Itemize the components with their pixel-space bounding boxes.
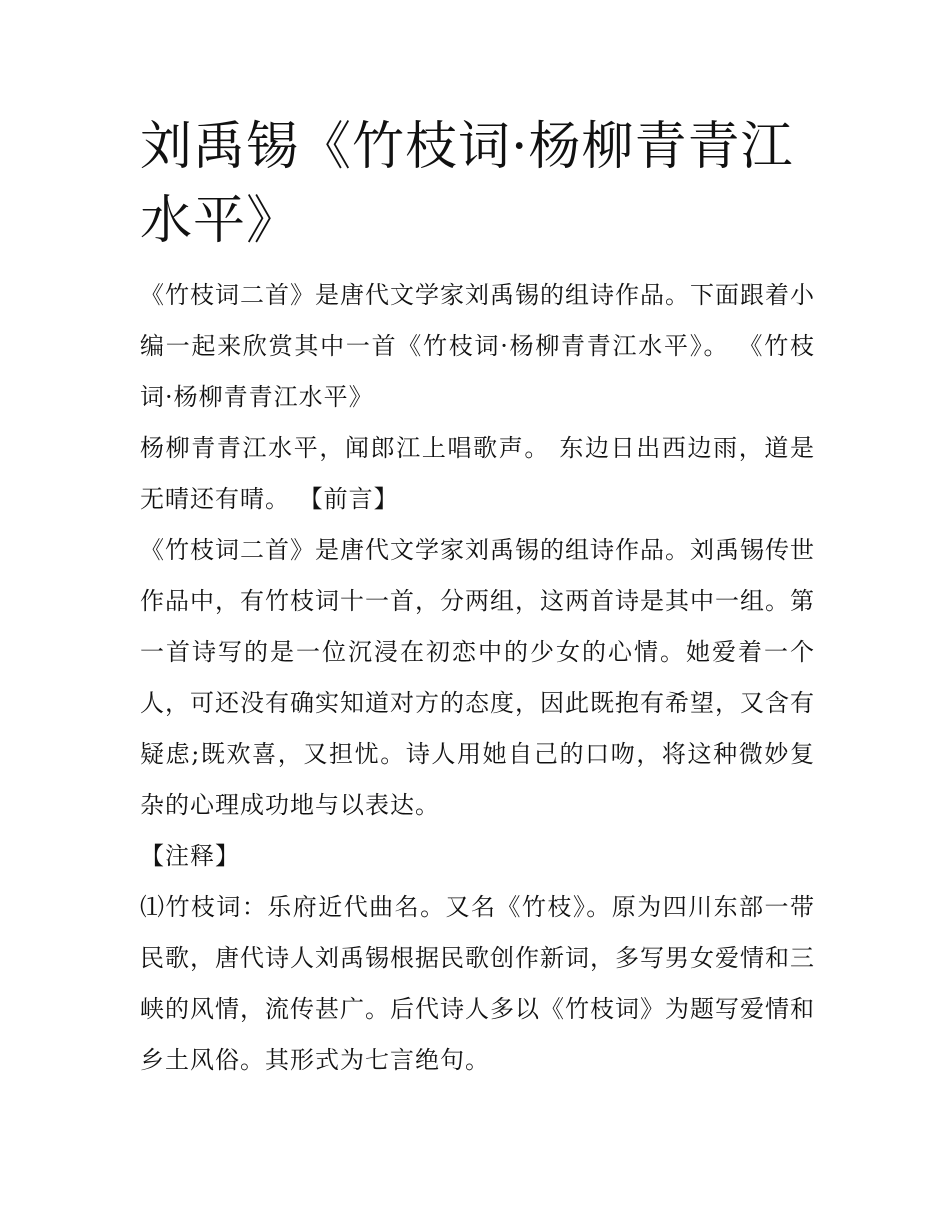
notes-heading: 【注释】 — [140, 842, 240, 870]
poem-paragraph: 杨柳青青江水平，闻郎江上唱歌声。 东边日出西边雨，道是无晴还有晴。 【前言】 — [140, 434, 815, 513]
preface-paragraph: 《竹枝词二首》是唐代文学家刘禹锡的组诗作品。刘禹锡传世作品中，有竹枝词十一首，分两组，这两首诗是其中一组。第一首诗写的是一位沉浸在初恋中的少女的心情。她爱着一个人，可还没有确实知道对方的态度，因此既抱有希望，又含有疑虑;既欢喜，又担忧。诗人用她自己的口吻，将这种微妙复杂的心理成功地与以表达。 — [140, 536, 815, 819]
document-page — [140, 110, 815, 1086]
note-1-paragraph: ⑴竹枝词：乐府近代曲名。又名《竹枝》。原为四川东部一带民歌，唐代诗人刘禹锡根据民歌创作新词，多写男女爱情和三峡的风情，流传甚广。后代诗人多以《竹枝词》为题写爱情和乡土风俗。其形式为七言绝句。 — [140, 893, 815, 1074]
page-title: 刘禹锡《竹枝词·杨柳青青江水平》 — [140, 117, 794, 251]
intro-paragraph: 《竹枝词二首》是唐代文学家刘禹锡的组诗作品。下面跟着小编一起来欣赏其中一首《竹枝词·杨柳青青江水平》。 《竹枝词·杨柳青青江水平》 — [140, 281, 815, 411]
